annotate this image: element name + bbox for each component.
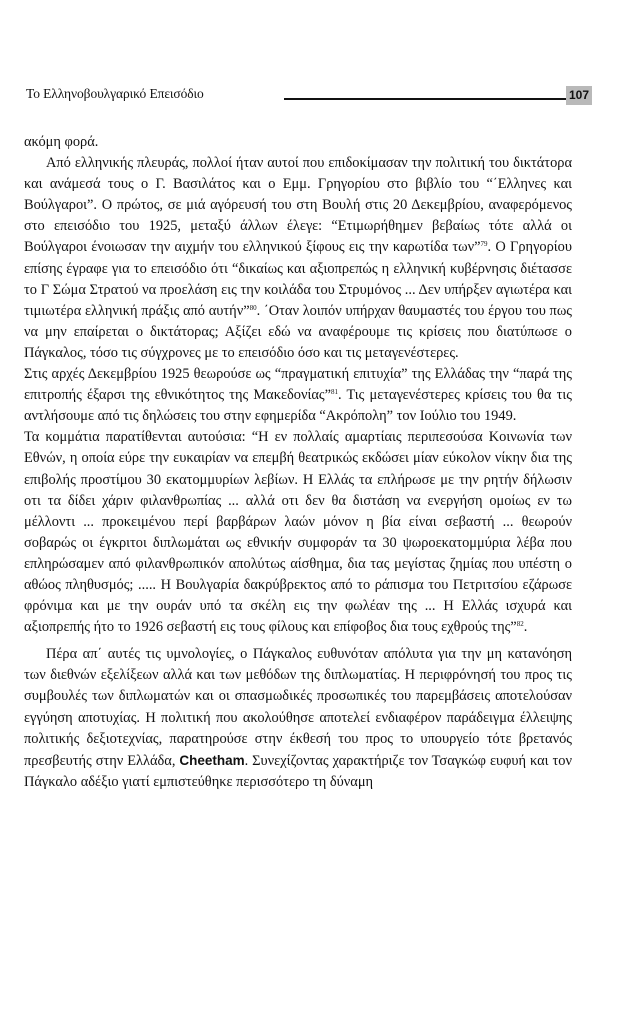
footnote-ref: 82 bbox=[516, 620, 524, 629]
paragraph-continuation: ακόμη φορά. bbox=[24, 134, 99, 150]
body-text bbox=[24, 132, 572, 793]
footnote-ref: 79 bbox=[480, 240, 488, 249]
footnote-ref: 81 bbox=[330, 388, 338, 397]
footnote-ref: 80 bbox=[249, 303, 257, 312]
header-rule bbox=[284, 98, 572, 100]
paragraph: Στις αρχές Δεκεμβρίου 1925 θεωρούσε ως “πραγματική επιτυχία” της Ελλάδας την “παρά της επιτροπής έξαρσι της εθνικότητος της Μακεδονίας”$^{81}$. Τις μεταγενέστερες κρίσεις του θα τις αντλήσουμε από τις δηλώσεις του στην εφημερίδα “Ακρόπολη” τον Ιούλιο του 1949. bbox=[24, 366, 572, 425]
paragraph: Από ελληνικής πλευράς, πολλοί ήταν αυτοί που επιδοκίμασαν την πολιτική του δικτάτορα και ανάμεσά τους ο Γ. Βασιλάτος και ο Εμμ. Γρηγορίου στο βιβλίο του “΄Ελληνες και Βούλγαροι”. Ο πρώτος, σε μιά αγόρευσή του στη Βουλή στις 20 Δεκεμβρίου, αναφερόμενος στο επεισόδιο του 1925, μεταξύ άλλων έλεγε: “Ετιμωρήθημεν βεβαίως τότε αλλά οι Βούλγαροι ένοιωσαν την αιχμήν του ελληνικού ξίφους εις την καρωτίδα των”$^{79}$. Ο Γρηγορίου επίσης έγραφε για το επεισόδιο ότι “δικαίως και αξιοπρεπώς η ελληνική κυβέρνησις διέτασσε το Γ Σώμα Στρατού να προελάση εις την κοιλάδα του Στρυμόνος ... Δεν υπήρξεν αγιωτέρα και τιμιωτέρα ελληνική πράξις από αυτήν”$^{80}$. ΄Οταν λοιπόν υπήρχαν θαυμαστές του έργου του πως να μην επαίρεται ο δικτάτορας; Αξίζει εδώ να αναφέρουμε τις κρίσεις που διατύπωσε ο Πάγκαλος, τόσο τις σύγχρονες με το επεισόδιο όσο και τις μεταγενέστερες. bbox=[24, 155, 572, 361]
chapter-title: Το Ελληνοβουλγαρικό Επεισόδιο bbox=[26, 86, 204, 101]
person-name: Cheetham bbox=[179, 752, 245, 768]
paragraph: Πέρα απ΄ αυτές τις υμνολογίες, ο Πάγκαλος ευθυνόταν απόλυτα για την μη κατανόηση των διεθνών εξελίξεων αλλά και των μεθόδων της διπλωματίας. Η περιφρόνησή του προς τις συμβουλές των διπλωματών και οι σπασμωδικές προσωπικές του παρεμβάσεις αποτελούσαν εγγύηση αποτυχίας. Η πολιτική που ακολούθησε αποτελεί ενδιαφέρον παράδειγμα έλλειψης πολιτικής δεξιοτεχνίας, παρατηρούσε στην έκθεσή του προς το υπουργείο τότε βρετανός πρεσβευτής στην Ελλάδα, Cheetham. Συνεχίζοντας χαρακτήριζε τον Τσαγκώφ ευφυή και τον Πάγκαλο αδέξιο γιατί εμπιστεύθηκε περισσότερο τη δύναμη bbox=[24, 646, 572, 790]
running-header bbox=[26, 86, 590, 106]
page-number: 107 bbox=[566, 86, 592, 105]
paragraph-quotation: Τα κομμάτια παρατίθενται αυτούσια: “Η εν πολλαίς αμαρτίαις περιπεσούσα Κοινωνία των Εθνών, η οποία εύρε την ευκαιρίαν να επεμβή θεατρικώς εκδώσει μίαν εύκολον νίκην δια της επιβολής προστίμου 30 εκατομμυρίων λεβίων. Η Ελλάς τα επλήρωσε με την ρητήν δήλωσιν οτι τα δίδει χάριν φιλανθρωπίας ... αλλά οτι δεν θα διστάση να ενεργήση ομοίως εν τω μέλλοντι ... προκειμένου περί βαρβάρων λαών μόνον η βία είναι σεβαστή ... θεωρούν σοβαρώς οι έγκριτοι διπλωμάται ως εθνικήν συμφοράν τα 30 ψωροεκατομμύρια λέβα που επληρώσαμεν από φιλανθρωπικόν απολύτως αίσθημα, δια τας μεγίστας ζημίας που υπέστη ο αθώος πληθυσμός; ..... Η Βουλγαρία δακρύβρεκτος από το ράπισμα του Πετριτσίου εζάρωσε φρόνιμα και με την ουράν υπό τα σκέλη εις την φωλέαν της ... Η Ελλάς ισχυρά και αξιοπρεπής ήτο το 1926 σεβαστή εις τους φίλους και επίφοβος δια τους εχθρούς της”$^{82}$. bbox=[24, 429, 572, 636]
